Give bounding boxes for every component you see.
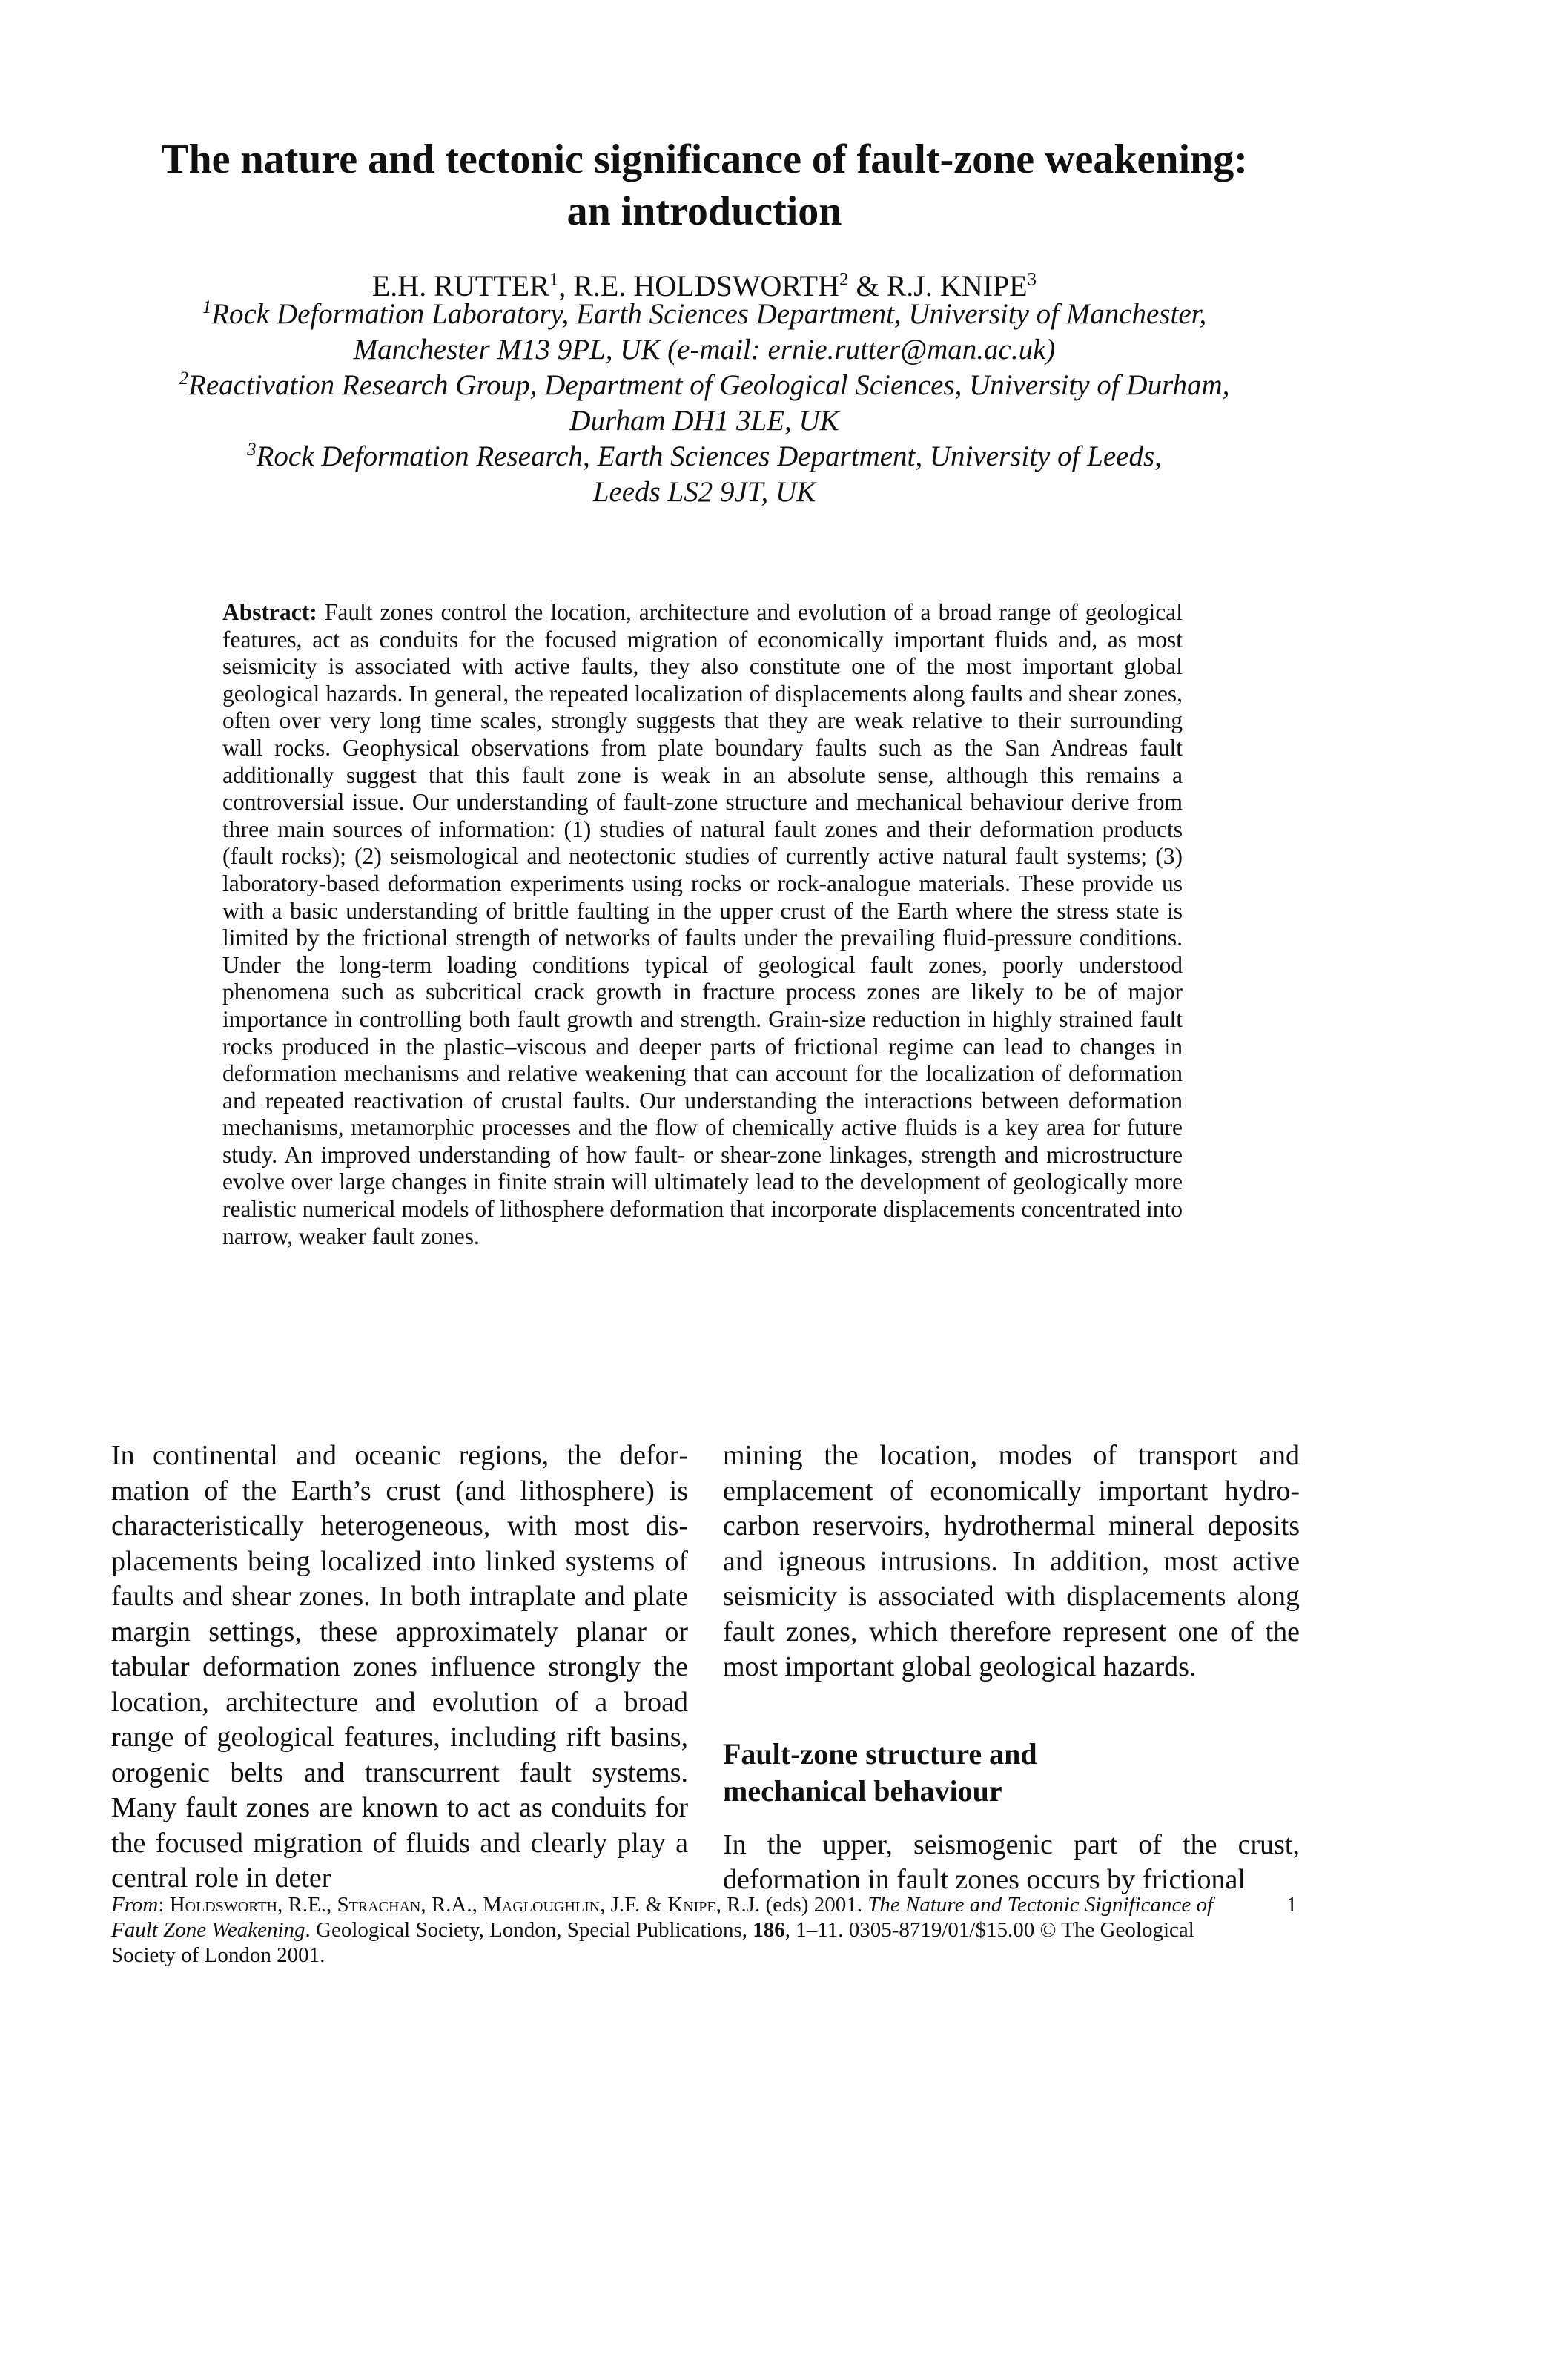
abstract-text: Fault zones control the location, architecture and evolution of a broad range of geological features, act as conduits for the focused migration of economically important fluids and, as most seismicity is associated with active faults, they also constitute one of the most important global geological hazards. In general, the repeated localization of displacements along faults and shear zones, often over very long time scales, strongly suggests that they are weak relative to their surrounding wall rocks. Geophysical observations from plate boundary faults such as the San Andreas fault additionally suggest that this fault zone is weak in an absolute sense, although this remains a controversial issue. Our understanding of fault-zone structure and mechanical behaviour derive from three main sources of information: (1) studies of natural fault zones and their deformation products (fault rocks); (2) seismological and neotectonic studies of currently active natural fault systems; (3) laboratory-based deformation experiments using rocks or rock-analogue materials. These provide us with a basic understanding of brittle faulting in the upper crust of the Earth where the stress state is limited by the frictional strength of networks of faults under the prevailing fluid-pressure conditions. Under the long-term loading conditions typical of geological fault zones, poorly understood phenomena such as subcritical crack growth in fracture process zones are likely to be of major importance in controlling both fault growth and strength. Grain-size reduction in highly strained fault rocks produced in the plastic–viscous and deeper parts of frictional regime can lead to changes in deformation mechanisms and relative weakening that can account for the localization of deformation and repeated reactivation of crustal faults. Our understanding the interactions between deformation mechanisms, metamorphic processes and the flow of chemically active fluids is a key area for future study. An improved understanding of how fault- or shear-zone linkages, strength and microstructure evolve over large changes in finite strain will ultimately lead to the development of geologically more realistic numerical models of lithosphere deformation that incorporate displacements concentrated into narrow, weaker fault zones. bbox=[222, 599, 1183, 1249]
affiliation-2 bbox=[104, 368, 1305, 439]
citation-footer bbox=[111, 1892, 1260, 1968]
affiliation-list bbox=[104, 297, 1305, 510]
footer-eds-year: (eds) 2001. bbox=[760, 1893, 868, 1917]
affiliation-3 bbox=[104, 439, 1305, 510]
paper-title-line-2: an introduction bbox=[566, 188, 842, 234]
author-name: R.J. KNIPE bbox=[886, 269, 1028, 303]
author-superscript: 3 bbox=[1027, 269, 1037, 290]
affiliation-number: 1 bbox=[202, 297, 212, 317]
affiliation-line: Manchester M13 9PL, UK (e-mail: ernie.rutter@man.ac.uk) bbox=[353, 334, 1056, 366]
paper-title-line-1: The nature and tectonic significance of fault-zone weakening: bbox=[161, 136, 1248, 182]
body-column-left bbox=[111, 1438, 688, 1897]
affiliation-line: Durham DH1 3LE, UK bbox=[569, 405, 839, 437]
body-paragraph: In continental and oceanic regions, the deformation of the Earth’s crust (and lithosphere) is characteristically heterogeneous, with most displacements being localized into linked systems of faults and shear zones. In both intraplate and plate margin settings, these approximately planar or tabular deformation zones influence strongly the location, architecture and evolution of a broad range of geological features, including rift basins, orogenic belts and transcurrent fault systems. Many fault zones are known to act as conduits for the focused migration of fluids and clearly play a central role in deter bbox=[111, 1440, 688, 1894]
section-heading bbox=[723, 1736, 1300, 1810]
body-paragraph: mining the location, modes of transport and emplacement of economically important hydrocarbon reservoirs, hydrothermal mineral deposits and igneous intrusions. In addition, most active seismicity is associated with displacements along fault zones, which therefore represent one of the most important global geological hazards. bbox=[723, 1440, 1300, 1682]
author-name: E.H. RUTTER bbox=[371, 269, 549, 303]
footer-editors: Holdsworth, R.E., Strachan, R.A., Magloughlin, J.F. & Knipe, R.J. bbox=[169, 1893, 761, 1917]
affiliation-number: 2 bbox=[179, 368, 189, 389]
affiliation-line bbox=[104, 297, 1305, 332]
body-column-right bbox=[723, 1438, 1300, 1898]
affiliation-line bbox=[104, 368, 1305, 403]
page-number: 1 bbox=[1286, 1893, 1298, 1917]
footer-book-title: The Nature and Tectonic Significance of Fault Zone Weakening bbox=[111, 1893, 1214, 1942]
footer-volume: 186 bbox=[753, 1918, 785, 1942]
affiliation-text: Reactivation Research Group, Department of Geological Sciences, University of Durham, bbox=[188, 369, 1230, 401]
affiliation-text: Rock Deformation Laboratory, Earth Sciences Department, University of Manchester, bbox=[211, 298, 1207, 330]
section-heading-line-1: Fault-zone structure and bbox=[723, 1736, 1037, 1771]
affiliation-text: Rock Deformation Research, Earth Sciences Department, University of Leeds, bbox=[256, 440, 1162, 472]
author-separator: , bbox=[558, 269, 574, 303]
abstract bbox=[222, 599, 1183, 1250]
author-name: R.E. HOLDSWORTH bbox=[573, 269, 839, 303]
paper-title bbox=[111, 133, 1298, 237]
author-superscript: 2 bbox=[839, 269, 849, 290]
body-paragraph: In the upper, seismogenic part of the crust, deformation in fault zones occurs by frictional bbox=[723, 1828, 1300, 1895]
affiliation-number: 3 bbox=[247, 440, 257, 460]
footer-from-label: From bbox=[111, 1893, 159, 1917]
affiliation-line bbox=[104, 439, 1305, 475]
footer-publisher: . Geological Society, London, Special Publications, bbox=[305, 1918, 753, 1942]
author-separator: & bbox=[848, 269, 887, 303]
author-superscript: 1 bbox=[549, 269, 559, 290]
footer-colon: : bbox=[158, 1893, 170, 1917]
affiliation-1 bbox=[104, 297, 1305, 368]
affiliation-line: Leeds LS2 9JT, UK bbox=[592, 476, 816, 508]
section-heading-line-2: mechanical behaviour bbox=[723, 1774, 1002, 1808]
footer-pages-issn: , 1–11. 0305-8719/01/$15.00 © The Geological Society of London 2001. bbox=[111, 1918, 1194, 1967]
abstract-label: Abstract: bbox=[222, 599, 317, 625]
